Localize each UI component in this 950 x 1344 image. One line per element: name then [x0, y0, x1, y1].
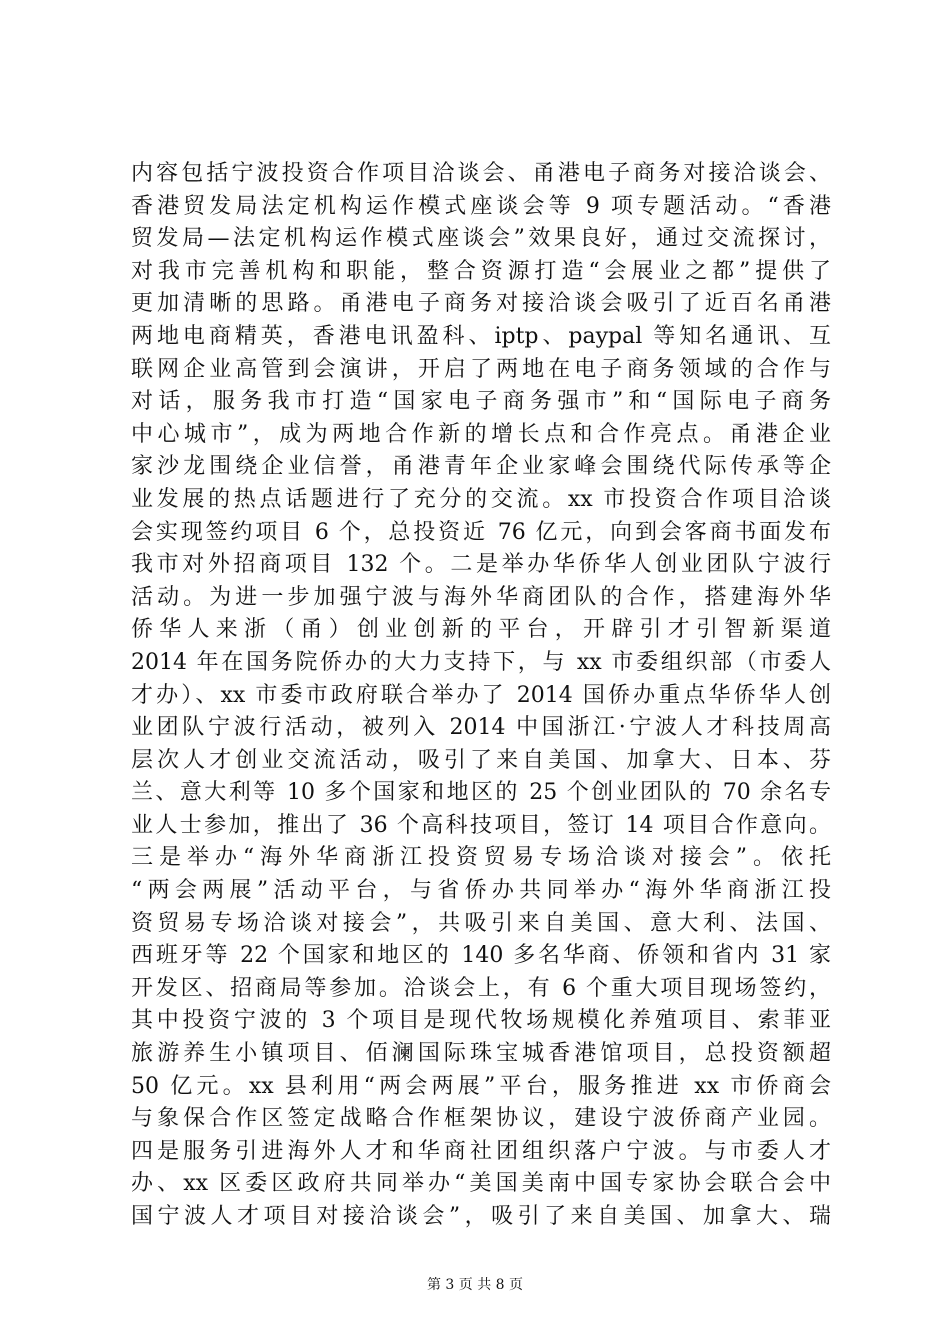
body-line: 更加清晰的思路。甬港电子商务对接洽谈会吸引了近百名甬港 — [131, 291, 831, 317]
page-number-footer: 第 3 页 共 8 页 — [426, 1277, 524, 1293]
body-line: 香港贸发局法定机构运作模式座谈会等 9 项专题活动。“香港 — [131, 193, 831, 219]
body-line: 两地电商精英，香港电讯盈科、iptp、paypal 等知名通讯、互 — [131, 323, 831, 349]
body-line: 资贸易专场洽谈对接会”，共吸引来自美国、意大利、法国、 — [131, 910, 831, 936]
document-body — [131, 158, 831, 1234]
body-line: 贸发局—法定机构运作模式座谈会”效果良好，通过交流探讨， — [131, 226, 831, 252]
body-line: 兰、意大利等 10 多个国家和地区的 25 个创业团队的 70 余名专 — [131, 780, 831, 806]
body-line: 家沙龙围绕企业信誉，甬港青年企业家峰会围绕代际传承等企 — [131, 454, 831, 480]
body-line: 办、xx 区委区政府共同举办“美国美南中国专家协会联合会中 — [131, 1171, 831, 1197]
body-line: 50 亿元。xx 县利用“两会两展”平台，服务推进 xx 市侨商会 — [131, 1073, 831, 1099]
body-line: 对话，服务我市打造“国家电子商务强市”和“国际电子商务 — [131, 389, 831, 415]
body-line: 四是服务引进海外人才和华商社团组织落户宁波。与市委人才 — [131, 1138, 831, 1164]
body-line: 2014 年在国务院侨办的大力支持下，与 xx 市委组织部（市委人 — [131, 649, 831, 675]
body-line: 西班牙等 22 个国家和地区的 140 多名华商、侨领和省内 31 家 — [131, 943, 831, 969]
body-line: 活动。为进一步加强宁波与海外华商团队的合作，搭建海外华 — [131, 584, 831, 610]
body-line: 层次人才创业交流活动，吸引了来自美国、加拿大、日本、芬 — [131, 747, 831, 773]
body-line: 开发区、招商局等参加。洽谈会上，有 6 个重大项目现场签约， — [131, 975, 831, 1001]
body-line: 三是举办“海外华商浙江投资贸易专场洽谈对接会”。依托 — [131, 845, 831, 871]
body-line: 与象保合作区签定战略合作框架协议，建设宁波侨商产业园。 — [131, 1106, 831, 1132]
body-line: “两会两展”活动平台，与省侨办共同举办“海外华商浙江投 — [131, 878, 831, 904]
body-line: 会实现签约项目 6 个，总投资近 76 亿元，向到会客商书面发布 — [131, 519, 831, 545]
body-line: 内容包括宁波投资合作项目洽谈会、甬港电子商务对接洽谈会、 — [131, 161, 831, 186]
body-line: 我市对外招商项目 132 个。二是举办华侨华人创业团队宁波行 — [131, 552, 831, 578]
body-line: 侨华人来浙（甬）创业创新的平台，开辟引才引智新渠道 — [131, 617, 831, 643]
body-line: 其中投资宁波的 3 个项目是现代牧场规模化养殖项目、索菲亚 — [131, 1008, 831, 1034]
body-line: 业人士参加，推出了 36 个高科技项目，签订 14 项目合作意向。 — [131, 812, 831, 838]
body-line: 业团队宁波行活动，被列入 2014 中国浙江·宁波人才科技周高 — [131, 715, 831, 741]
body-line: 才办）、xx 市委市政府联合举办了 2014 国侨办重点华侨华人创 — [131, 682, 831, 708]
body-line: 对我市完善机构和职能，整合资源打造“会展业之都”提供了 — [131, 258, 831, 284]
body-line: 业发展的热点话题进行了充分的交流。xx 市投资合作项目洽谈 — [131, 486, 831, 512]
body-line: 国宁波人才项目对接洽谈会”，吸引了来自美国、加拿大、瑞 — [131, 1204, 831, 1229]
body-line: 联网企业高管到会演讲，开启了两地在电子商务领域的合作与 — [131, 356, 831, 382]
body-line: 旅游养生小镇项目、佰澜国际珠宝城香港馆项目，总投资额超 — [131, 1041, 831, 1067]
body-line: 中心城市”，成为两地合作新的增长点和合作亮点。甬港企业 — [131, 421, 831, 447]
